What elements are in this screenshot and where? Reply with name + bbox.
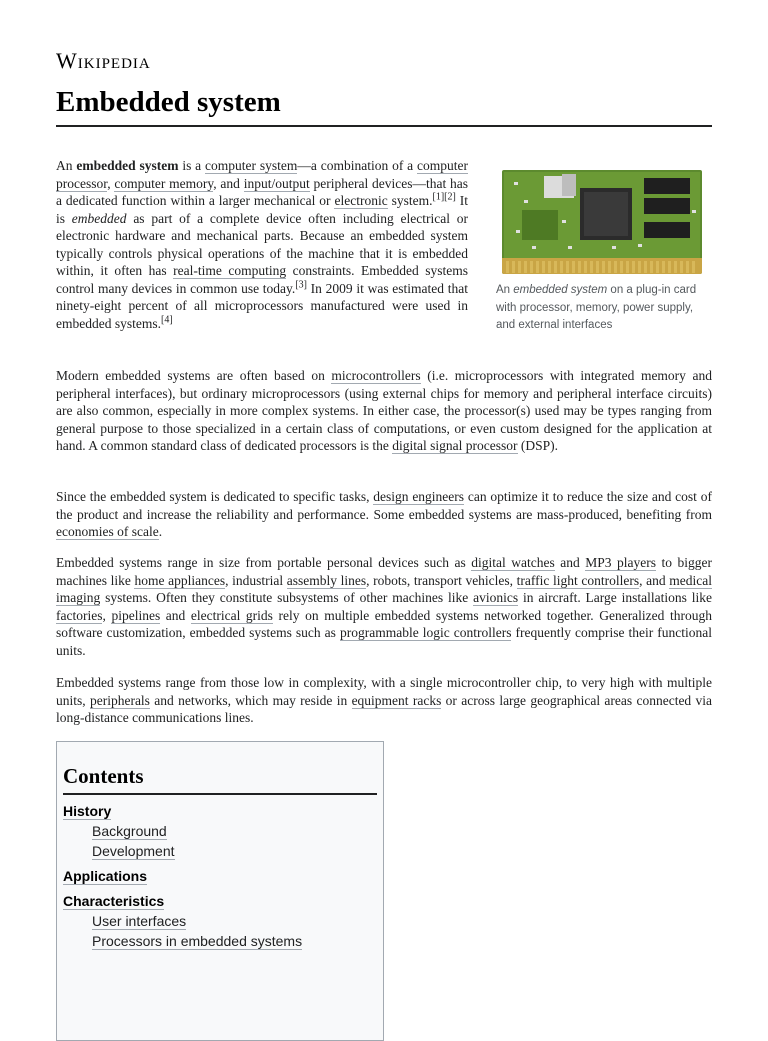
term-embedded: embedded [71, 210, 127, 226]
link-digital-watches[interactable]: digital watches [471, 555, 555, 570]
wikipedia-logo[interactable]: Wikipedia [56, 48, 151, 73]
link-home-appliances[interactable]: home appliances [134, 572, 226, 588]
figure-caption: An embedded system on a plug-in card with processor, memory, power supply, and external interfaces [496, 284, 697, 331]
reference-1[interactable]: [1] [432, 191, 445, 203]
link-pipelines[interactable]: pipelines [111, 607, 161, 623]
link-avionics[interactable]: avionics [473, 590, 519, 605]
reference-3[interactable]: [3] [295, 279, 307, 290]
reference-2[interactable]: [2] [444, 191, 456, 203]
toc-item-characteristics[interactable]: Characteristics [63, 893, 165, 909]
link-electronic[interactable]: electronic [334, 193, 388, 208]
article-figure [496, 170, 712, 335]
link-digital-signal-processor[interactable]: digital signal processor [392, 438, 518, 453]
title-divider [56, 125, 712, 127]
toc-item-processors[interactable]: Processors in embedded systems [92, 933, 303, 949]
link-input-output[interactable]: input/output [243, 175, 310, 191]
paragraph-size-range: Embedded systems range in size from portable personal devices such as digital watches and MP3 players to bigger machines like home appliances, industrial assembly lines, robots, transport vehicles, traffic light controllers, and medical imaging systems. Often they constitute subsystems of other machines like avionics in aircraft. Large installations like factories, pipelines and electrical grids rely on multiple embedded systems networked together. Generalized through software customization, embedded systems such as programmable logic controllers frequently comprise their functional units. [56, 555, 712, 658]
link-traffic-light-controllers[interactable]: traffic light controllers [516, 572, 640, 588]
toc-item-applications[interactable]: Applications [63, 868, 148, 884]
toc-title: Contents [63, 764, 377, 795]
page-title: Embedded system [56, 86, 281, 118]
paragraph-microcontrollers: Modern embedded systems are often based on microcontrollers (i.e. microprocessors with integrated memory and peripheral interfaces), but ordinary microprocessors (using external chips for memory and peripheral interface circuits) are also common, especially in more complex systems. In either case, the processor(s) used may be types ranging from general purpose to those specialized in a certain class of computations, or even custom designed for the application at hand. A common standard class of dedicated processors is the digital signal processor (DSP). [56, 368, 712, 453]
paragraph-complexity: Embedded systems range from those low in complexity, with a single microcontroller chip, to very high with multiple units, peripherals and networks, which may reside in equipment racks or across large geographical areas connected via long-distance communications lines. [56, 675, 712, 725]
link-economies-of-scale[interactable]: economies of scale [56, 524, 159, 539]
link-peripherals[interactable]: peripherals [89, 692, 150, 708]
link-computer-processor[interactable]: computer processor [56, 158, 469, 191]
toc-item-history[interactable]: History [63, 803, 112, 819]
toc-item-background[interactable]: Background [92, 823, 167, 839]
link-design-engineers[interactable]: design engineers [373, 489, 465, 504]
link-medical-imaging[interactable]: medical imaging [56, 572, 712, 605]
intro-paragraph: An embedded system is a computer system—a combination of a computer processor, computer memory, and input/output peripheral devices—that has a dedicated function within a larger mechanical or electronic system.[1][2] It is embedded as part of a complete device often including electrical or electronic hardware and mechanical parts. Because an embedded system typically controls physical operations of the machine that it is embedded within, it often has real-time computing constraints. Embedded systems control many devices in common use today.[3] In 2009 it was estimated that ninety-eight percent of all microprocessors manufactured were used in embedded systems.[4] [56, 158, 469, 331]
embedded-board-image[interactable] [502, 170, 702, 274]
term-embedded-system: embedded system [76, 158, 179, 173]
paragraph-design: Since the embedded system is dedicated to specific tasks, design engineers can optimize it to reduce the size and cost of the product and increase the reliability and performance. Some embedded systems are mass-produced, benefiting from economies of scale. [56, 489, 712, 539]
link-assembly-lines[interactable]: assembly lines [286, 572, 367, 588]
link-mp3-players[interactable]: MP3 players [585, 555, 656, 570]
link-real-time-computing[interactable]: real-time computing [173, 263, 287, 278]
toc-item-user-interfaces[interactable]: User interfaces [92, 913, 187, 929]
link-programmable-logic-controllers[interactable]: programmable logic controllers [339, 625, 512, 640]
link-factories[interactable]: factories [56, 607, 103, 623]
toc-item-development[interactable]: Development [92, 843, 175, 859]
link-computer-system[interactable]: computer system [205, 158, 298, 173]
link-electrical-grids[interactable]: electrical grids [190, 607, 273, 623]
link-computer-memory[interactable]: computer memory [114, 175, 214, 191]
link-microcontrollers[interactable]: microcontrollers [331, 368, 421, 383]
reference-4[interactable]: [4] [160, 314, 173, 325]
link-equipment-racks[interactable]: equipment racks [351, 692, 442, 708]
table-of-contents [56, 741, 384, 1041]
caption-emphasis[interactable]: embedded system [513, 284, 608, 296]
